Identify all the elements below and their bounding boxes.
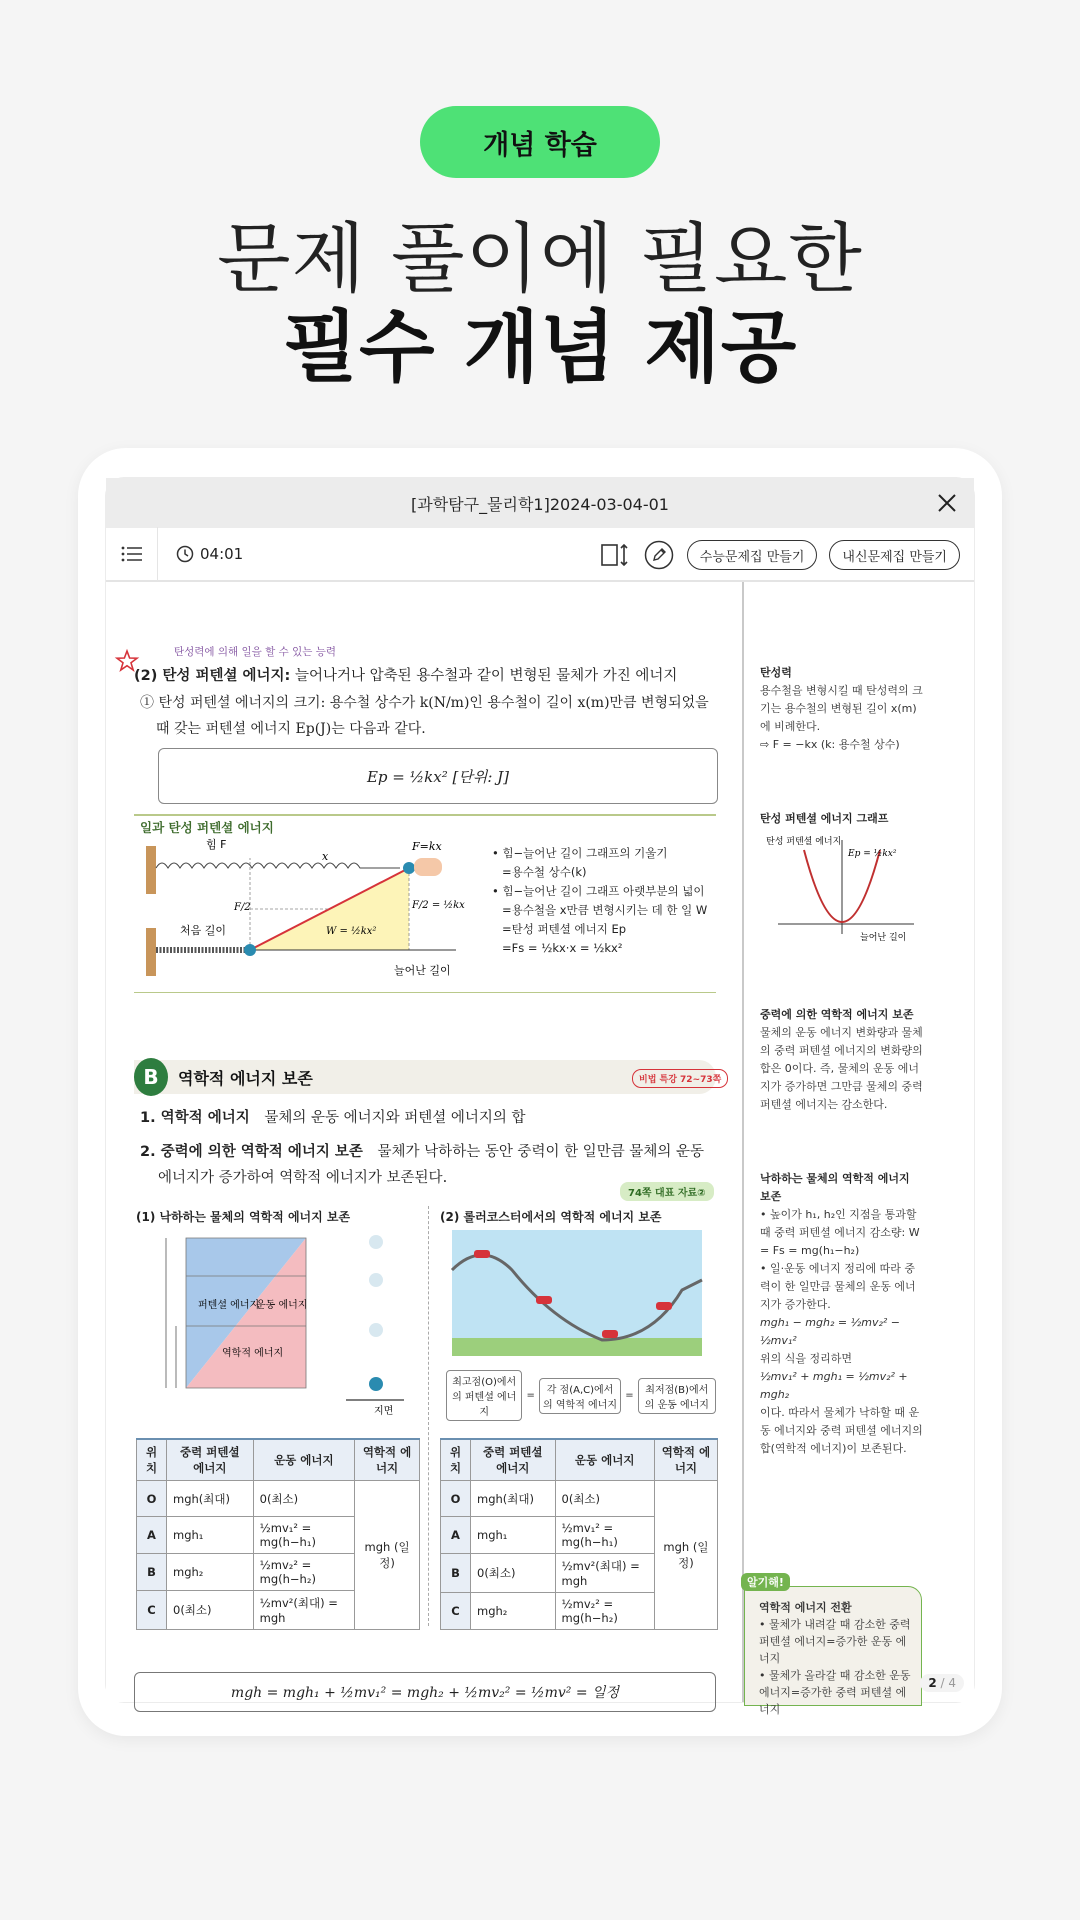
sub2-title: (2) 롤러코스터에서의 역학적 에너지 보존 (440, 1210, 662, 1224)
memo-title: 역학적 에너지 전환 (759, 1601, 852, 1614)
fig1-ground-label: 지면 (374, 1406, 394, 1417)
eq-bot: 최저점(B)에서의 운동 에너지 (638, 1378, 716, 1414)
falling-table (136, 1438, 420, 1630)
menu-icon (121, 545, 143, 563)
ref-tag[interactable]: 74쪽 대표 자료② (620, 1182, 714, 1201)
note-ep-graph (760, 810, 924, 828)
table-cell-total: mgh (일정) (355, 1481, 420, 1630)
note3-body: 물체의 운동 에너지 변화량과 물체의 중력 퍼텐셜 에너지의 변화량의 합은 0이다. 즉, 물체의 운동 에너지가 증가하면 그만큼 물체의 중력 퍼텐셜 에너지는 감소한다. (760, 1026, 923, 1111)
note2-title: 탄성 퍼텐셜 에너지 그래프 (760, 812, 889, 825)
table-cell: mgh₁ (471, 1517, 556, 1554)
table-cell: ½mv₂² = mg(h−h₂) (253, 1554, 354, 1591)
note-memo-box (744, 1576, 922, 1716)
fig1-me-label: 역학적 에너지 (222, 1348, 284, 1359)
pencil-icon (644, 540, 674, 570)
energy-equality-row: 최고점(O)에서의 퍼텐셜 에너지 = 각 점(A,C)에서의 역학적 에너지 = 최저점(B)에서의 운동 에너지 (446, 1370, 716, 1421)
t2-h-me: 역학적 에너지 (654, 1439, 717, 1481)
note1-formula: ⇨ F = −kx (k: 용수철 상수) (760, 738, 900, 751)
side-notes-column (742, 582, 974, 1716)
page-current: 2 (928, 1676, 937, 1690)
table-cell: mgh(최대) (167, 1481, 254, 1517)
headline-line1: 문제 풀이에 필요한 (217, 214, 863, 303)
fig-fkx-label: F=kx (412, 840, 442, 853)
table-cell: mgh₂ (471, 1593, 556, 1630)
document-page (106, 582, 974, 1716)
eq-top: 최고점(O)에서의 퍼텐셜 에너지 (446, 1370, 522, 1421)
elastic-note: 탄성력에 의해 일을 할 수 있는 능력 (174, 646, 337, 658)
note-elastic-force (760, 664, 924, 754)
table-cell: ½mv₁² = mg(h−h₁) (253, 1517, 354, 1554)
ep-formula-box: Ep = ½kx² [단위: J] (158, 748, 718, 804)
item1-title: 1. 역학적 에너지 (140, 1110, 250, 1126)
item2-desc: 물체가 낙하하는 동안 중력이 한 일만큼 물체의 운동 (377, 1144, 704, 1160)
n2-ylabel: 탄성 퍼텐셜 에너지 (766, 837, 842, 847)
table-cell: mgh(최대) (471, 1481, 556, 1517)
pen-button[interactable] (643, 539, 675, 571)
note4-b2: • 일·운동 에너지 정리에 따라 중력이 한 일만큼 물체의 운동 에너지가 증가한다. (760, 1262, 916, 1311)
table-row-label: A (137, 1517, 167, 1554)
table-cell: 0(최소) (555, 1481, 654, 1517)
toolbar-actions (599, 539, 960, 571)
tablet-frame (78, 448, 1002, 1736)
note4-b1: • 높이가 h₁, h₂인 지점을 통과할 때 중력 퍼텐셜 에너지 감소량: W = Fs = mg(h₁−h₂) (760, 1208, 920, 1257)
note-falling-object (760, 1170, 924, 1458)
t1-h-pe: 중력 퍼텐셜 에너지 (167, 1439, 254, 1481)
table-cell: mgh₂ (167, 1554, 254, 1591)
document-title: [과학탐구_물리학1]2024-03-04-01 (411, 494, 669, 514)
viewer-screen (106, 478, 974, 1716)
t2-h-ke: 운동 에너지 (555, 1439, 654, 1481)
section-title: 역학적 에너지 보존 (178, 1069, 313, 1088)
elastic-title: (2) 탄성 퍼텐셜 에너지: (134, 668, 291, 684)
concept-badge: 개념 학습 (420, 106, 660, 178)
box-bottom-divider (134, 992, 716, 993)
spring-graph (146, 838, 476, 978)
note4-e1: mgh₁ − mgh₂ = ½mv₂² − ½mv₁² (760, 1316, 900, 1347)
table-row-label: C (137, 1591, 167, 1630)
memo-b1: • 물체가 내려갈 때 감소한 중력 퍼텐셜 에너지=증가한 운동 에너지 (759, 1618, 911, 1665)
table-row-label: B (137, 1554, 167, 1591)
rollercoaster-table (440, 1438, 718, 1630)
table-cell: ½mv₁² = mg(h−h₁) (555, 1517, 654, 1554)
table-cell: mgh₁ (167, 1517, 254, 1554)
note3-title: 중력에 의한 역학적 에너지 보존 (760, 1008, 914, 1021)
t1-h-me: 역학적 에너지 (355, 1439, 420, 1481)
note4-e2: ½mv₁² + mgh₁ = ½mv₂² + mgh₂ (760, 1370, 908, 1401)
table-cell-total: mgh (일정) (654, 1481, 717, 1630)
elastic-item1b: 때 갖는 퍼텐셜 에너지 Ep(J)는 다음과 같다. (156, 721, 426, 737)
elastic-item1: ① 탄성 퍼텐셜 에너지의 크기: 용수철 상수가 k(N/m)인 용수철이 길이 x(m)만큼 변형되었을 (140, 695, 709, 711)
elastic-heading (134, 664, 677, 685)
t2-h-pe: 중력 퍼텐셜 에너지 (471, 1439, 556, 1481)
viewer-toolbar (106, 528, 974, 582)
table-cell: ½mv₂² = mg(h−h₂) (555, 1593, 654, 1630)
fig-force-label: 힘 F (206, 838, 227, 851)
note4-mid: 위의 식을 정리하면 (760, 1352, 853, 1365)
item2 (140, 1140, 704, 1161)
fig-halff-label: F/2 (234, 902, 251, 913)
item1 (140, 1106, 526, 1127)
table-row-label: O (137, 1481, 167, 1517)
headline-line2: 필수 개념 제공 (282, 303, 798, 393)
item2-title: 2. 중력에 의한 역학적 에너지 보존 (140, 1144, 363, 1160)
ep-parabola-graph (764, 834, 924, 944)
bullet2d: =Fs = ½kx·x = ½kx² (502, 941, 623, 955)
fig-halfkx-label: F/2 = ½kx (412, 900, 465, 911)
fig-w-label: W = ½kx² (326, 926, 377, 937)
timer-value: 04:01 (200, 545, 244, 563)
viewer-titlebar (106, 478, 974, 528)
fig-x-label: x (322, 850, 329, 863)
clock-icon (176, 545, 194, 563)
item1-desc: 물체의 운동 에너지와 퍼텐셜 에너지의 합 (264, 1110, 526, 1126)
bullet2b: =용수철을 x만큼 변형시키는 데 한 일 W (502, 903, 708, 917)
bullet1a: • 힘−늘어난 길이 그래프의 기울기 (492, 846, 668, 860)
page-layout-button[interactable] (599, 539, 631, 571)
t1-h-pos: 위치 (137, 1439, 167, 1481)
section-tag[interactable]: 비법 특강 72~73쪽 (632, 1069, 728, 1088)
page-total: 4 (948, 1676, 956, 1690)
page-indicator (920, 1674, 964, 1692)
t2-h-pos: 위치 (441, 1439, 471, 1481)
fig1-ke-label: 운동 에너지 (256, 1300, 308, 1311)
table-cell: 0(최소) (167, 1591, 254, 1630)
table-row-label: C (441, 1593, 471, 1630)
n2-xlabel: 늘어난 길이 (860, 933, 907, 943)
table-cell: ½mv²(최대) = mgh (555, 1554, 654, 1593)
eq-mid: 각 점(A,C)에서의 역학적 에너지 (539, 1378, 621, 1414)
memo-content (759, 1599, 915, 1718)
make-suneung-set-button[interactable]: 수능문제집 만들기 (687, 540, 818, 570)
note4-title: 낙하하는 물체의 역학적 에너지 보존 (760, 1172, 910, 1203)
table-row-label: O (441, 1481, 471, 1517)
note4-end: 이다. 따라서 물체가 낙하할 때 운동 에너지와 중력 퍼텐셜 에너지의 합(역학적 에너지)이 보존된다. (760, 1406, 923, 1455)
table-cell: ½mv²(최대) = mgh (253, 1591, 354, 1630)
final-equation: mgh = mgh₁ + ½mv₁² = mgh₂ + ½mv₂² = ½mv² = 일정 (134, 1672, 716, 1712)
table-cell: 0(최소) (471, 1554, 556, 1593)
memo-b2: • 물체가 올라갈 때 감소한 운동 에너지=증가한 중력 퍼텐셜 에너지 (759, 1669, 911, 1716)
column-divider (428, 1206, 429, 1626)
page-sep: / (936, 1676, 949, 1690)
falling-figure (156, 1228, 416, 1418)
fig1-pe-label: 퍼텐셜 에너지 (198, 1300, 260, 1311)
spring-bullets (492, 844, 722, 958)
t1-h-ke: 운동 에너지 (253, 1439, 354, 1481)
bullet1b: =용수철 상수(k) (502, 865, 587, 879)
table-row-label: A (441, 1517, 471, 1554)
timer (176, 545, 243, 563)
close-icon[interactable] (934, 490, 960, 516)
table-row-label: B (441, 1554, 471, 1593)
make-naesin-set-button[interactable]: 내신문제집 만들기 (829, 540, 960, 570)
elastic-desc: 늘어나거나 압축된 용수철과 같이 변형된 물체가 가진 에너지 (294, 668, 678, 684)
page-scroll-icon (600, 542, 630, 568)
note-gravity-conservation (760, 1006, 924, 1114)
box-title: 일과 탄성 퍼텐셜 에너지 (140, 820, 274, 835)
sub1-title: (1) 낙하하는 물체의 역학적 에너지 보존 (136, 1210, 351, 1224)
menu-button[interactable] (106, 527, 158, 581)
section-letter: B (134, 1058, 168, 1096)
n2-eq: Ep = ½kx² (848, 849, 897, 859)
bullet2a: • 힘−늘어난 길이 그래프 아랫부분의 넓이 (492, 884, 705, 898)
rollercoaster-figure (452, 1230, 702, 1356)
bullet2c: =탄성 퍼텐셜 에너지 Ep (502, 922, 627, 936)
item2-desc2: 에너지가 증가하여 역학적 에너지가 보존된다. (158, 1170, 448, 1186)
fig-init-len-label: 처음 길이 (180, 924, 227, 937)
note1-body: 용수철을 변형시킬 때 탄성력의 크기는 용수철의 변형된 길이 x(m)에 비례한다. (760, 684, 923, 733)
memo-tag: 알기해! (741, 1573, 790, 1591)
fig-stretch-label: 늘어난 길이 (394, 964, 451, 977)
table-cell: 0(최소) (253, 1481, 354, 1517)
box-divider (134, 814, 716, 816)
note1-title: 탄성력 (760, 666, 792, 679)
